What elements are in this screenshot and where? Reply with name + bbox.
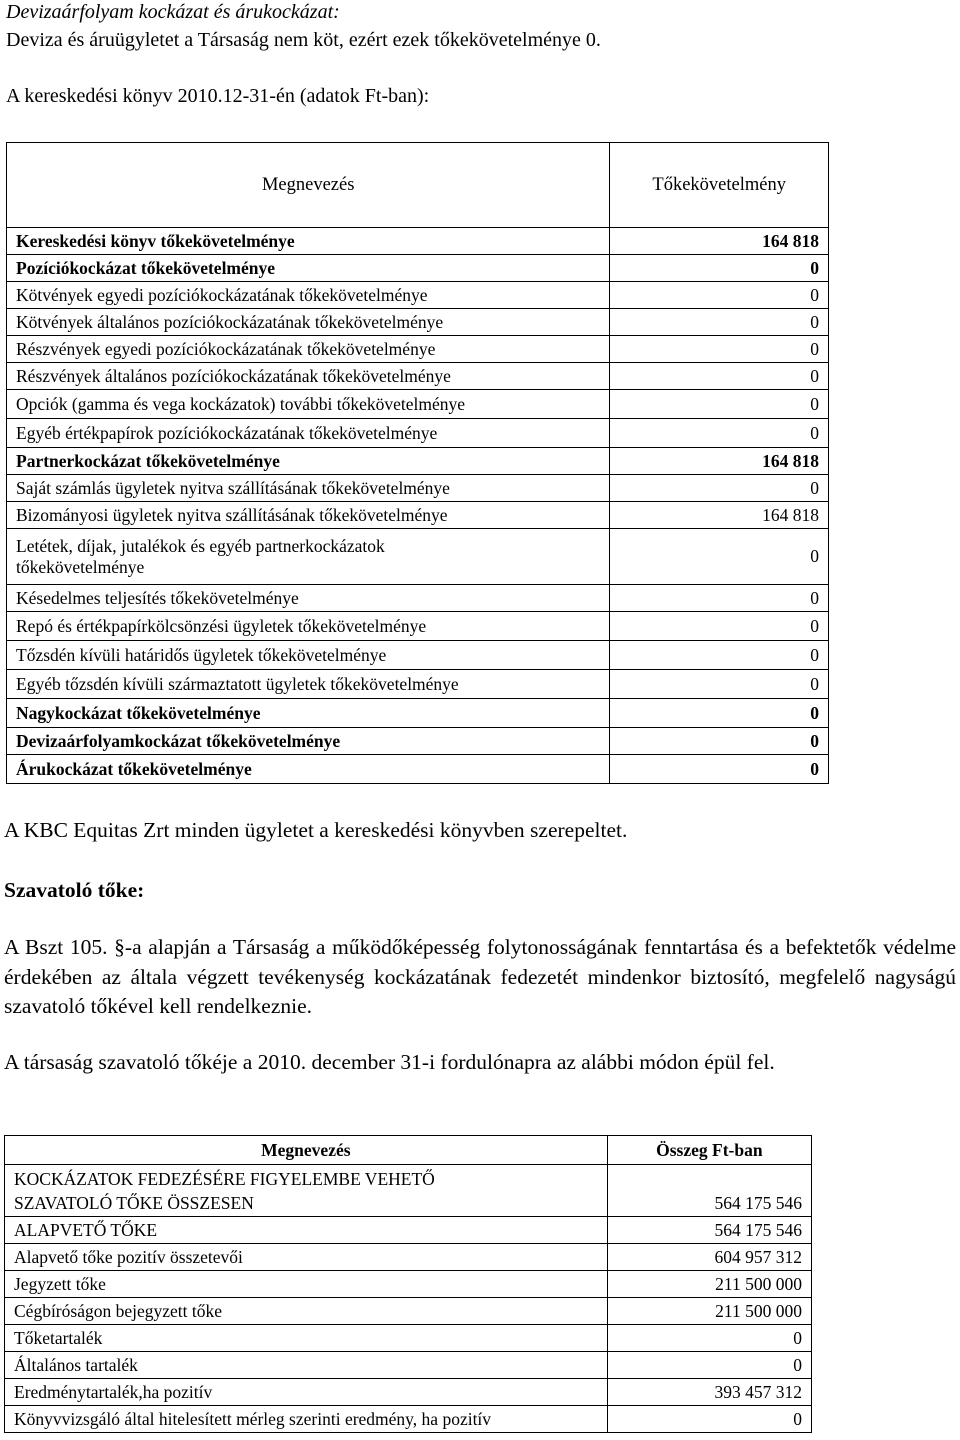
row-value: 211 500 000 xyxy=(607,1271,811,1298)
table-row xyxy=(5,1165,812,1217)
table-row xyxy=(5,1352,812,1379)
table-row xyxy=(7,755,829,784)
row-value: 0 xyxy=(610,255,829,282)
row-label: Cégbíróságon bejegyzett tőke xyxy=(5,1298,608,1325)
row-value: 211 500 000 xyxy=(607,1298,811,1325)
table-row xyxy=(7,502,829,529)
own-funds-table xyxy=(4,1135,812,1433)
row-label: Általános tartalék xyxy=(5,1352,608,1379)
table-row xyxy=(7,728,829,755)
table-row xyxy=(5,1406,812,1433)
table-row xyxy=(5,1244,812,1271)
table-row xyxy=(7,282,829,309)
row-label: Részvények általános pozíciókockázatának tőkekövetelménye xyxy=(7,363,610,390)
table-row xyxy=(5,1298,812,1325)
row-value: 0 xyxy=(610,419,829,448)
row-label: Kereskedési könyv tőkekövetelménye xyxy=(7,228,610,255)
row-value: 0 xyxy=(610,755,829,784)
table-row xyxy=(7,419,829,448)
row-label: Részvények egyedi pozíciókockázatának tőkekövetelménye xyxy=(7,336,610,363)
row-label: Árukockázat tőkekövetelménye xyxy=(7,755,610,784)
row-value: 164 818 xyxy=(610,448,829,475)
row-label: Késedelmes teljesítés tőkekövetelménye xyxy=(7,585,610,612)
trading-book-date-line: A kereskedési könyv 2010.12-31-én (adatok Ft-ban): xyxy=(6,85,430,107)
row-value: 0 xyxy=(610,309,829,336)
row-value: 604 957 312 xyxy=(607,1244,811,1271)
own-funds-intro-paragraph: A társaság szavatoló tőkéje a 2010. december 31-i fordulónapra az alábbi módon épül fel. xyxy=(4,1050,775,1074)
table-row xyxy=(5,1217,812,1244)
row-label: Pozíciókockázat tőkekövetelménye xyxy=(7,255,610,282)
row-label: Jegyzett tőke xyxy=(5,1271,608,1298)
row-value: 0 xyxy=(610,670,829,699)
row-value: 0 xyxy=(610,641,829,670)
row-label: Kötvények egyedi pozíciókockázatának tőkekövetelménye xyxy=(7,282,610,309)
column-header-amount: Összeg Ft-ban xyxy=(607,1136,811,1165)
row-value: 0 xyxy=(610,336,829,363)
section-heading-fx-commodity: Devizaárfolyam kockázat és árukockázat: xyxy=(6,1,340,23)
table-row xyxy=(7,641,829,670)
row-label xyxy=(5,1165,608,1217)
column-header-name: Megnevezés xyxy=(7,143,610,228)
row-value: 0 xyxy=(607,1352,811,1379)
row-value: 0 xyxy=(610,390,829,419)
table-row xyxy=(7,363,829,390)
table-row xyxy=(7,309,829,336)
row-label: Eredménytartalék,ha pozitív xyxy=(5,1379,608,1406)
row-label: Saját számlás ügyletek nyitva szállításának tőkekövetelménye xyxy=(7,475,610,502)
row-label: ALAPVETŐ TŐKE xyxy=(5,1217,608,1244)
row-value: 0 xyxy=(610,728,829,755)
table-row xyxy=(7,699,829,728)
row-value: 0 xyxy=(610,585,829,612)
row-value: 564 175 546 xyxy=(607,1165,811,1217)
table-row xyxy=(5,1379,812,1406)
table-row xyxy=(7,612,829,641)
row-value: 0 xyxy=(610,282,829,309)
table-header-row xyxy=(7,143,829,228)
table-row xyxy=(7,255,829,282)
table-row xyxy=(7,336,829,363)
table-row xyxy=(7,448,829,475)
row-value: 0 xyxy=(610,699,829,728)
row-value: 0 xyxy=(607,1406,811,1433)
row-label: Egyéb értékpapírok pozíciókockázatának tőkekövetelménye xyxy=(7,419,610,448)
row-label-line1: KOCKÁZATOK FEDEZÉSÉRE FIGYELEMBE VEHETŐ xyxy=(14,1168,435,1189)
row-label: Partnerkockázat tőkekövetelménye xyxy=(7,448,610,475)
table-row xyxy=(5,1325,812,1352)
row-value: 393 457 312 xyxy=(607,1379,811,1406)
row-label xyxy=(7,529,610,585)
row-label: Repó és értékpapírkölcsönzési ügyletek tőkekövetelménye xyxy=(7,612,610,641)
section-heading-own-funds: Szavatoló tőke: xyxy=(4,878,145,902)
trading-book-statement: A KBC Equitas Zrt minden ügyletet a kereskedési könyvben szerepeltet. xyxy=(4,818,628,842)
row-label-line2: tőkekövetelménye xyxy=(16,556,145,577)
table-row xyxy=(7,475,829,502)
row-value: 164 818 xyxy=(610,228,829,255)
table-header-row xyxy=(5,1136,812,1165)
column-header-name: Megnevezés xyxy=(5,1136,608,1165)
row-label: Opciók (gamma és vega kockázatok) további tőkekövetelménye xyxy=(7,390,610,419)
row-value: 564 175 546 xyxy=(607,1217,811,1244)
row-label: Kötvények általános pozíciókockázatának tőkekövetelménye xyxy=(7,309,610,336)
table-row xyxy=(5,1271,812,1298)
row-label: Alapvető tőke pozitív összetevői xyxy=(5,1244,608,1271)
table-row xyxy=(7,228,829,255)
row-value: 0 xyxy=(610,612,829,641)
row-value: 0 xyxy=(610,363,829,390)
row-label: Nagykockázat tőkekövetelménye xyxy=(7,699,610,728)
table-row xyxy=(7,390,829,419)
row-label: Tőzsdén kívüli határidős ügyletek tőkekövetelménye xyxy=(7,641,610,670)
table-row xyxy=(7,585,829,612)
row-value: 164 818 xyxy=(610,502,829,529)
row-value: 0 xyxy=(610,529,829,585)
fx-statement: Deviza és áruügyletet a Társaság nem köt, ezért ezek tőkekövetelménye 0. xyxy=(6,29,601,51)
row-label: Tőketartalék xyxy=(5,1325,608,1352)
row-value: 0 xyxy=(610,475,829,502)
column-header-requirement: Tőkekövetelmény xyxy=(610,143,829,228)
row-label: Devizaárfolyamkockázat tőkekövetelménye xyxy=(7,728,610,755)
table-row xyxy=(7,529,829,585)
own-funds-legal-paragraph: A Bszt 105. §-a alapján a Társaság a működőképesség folytonosságának fenntartása és a befektetők védelme érdekében az általa végzett tevékenység kockázatának fedezetét mindenkor biztosító, megfelelő nagyságú szavatoló tőkével kell rendelkeznie. xyxy=(4,935,956,1018)
table-row xyxy=(7,670,829,699)
row-value: 0 xyxy=(607,1325,811,1352)
row-label-line1: Letétek, díjak, jutalékok és egyéb partnerkockázatok xyxy=(16,535,385,556)
row-label: Könyvvizsgáló által hitelesített mérleg szerinti eredmény, ha pozitív xyxy=(5,1406,608,1433)
trading-book-capital-table xyxy=(6,142,829,784)
row-label-line2: SZAVATOLÓ TŐKE ÖSSZESEN xyxy=(14,1192,254,1213)
row-label: Egyéb tőzsdén kívüli származtatott ügyletek tőkekövetelménye xyxy=(7,670,610,699)
row-label: Bizományosi ügyletek nyitva szállításának tőkekövetelménye xyxy=(7,502,610,529)
